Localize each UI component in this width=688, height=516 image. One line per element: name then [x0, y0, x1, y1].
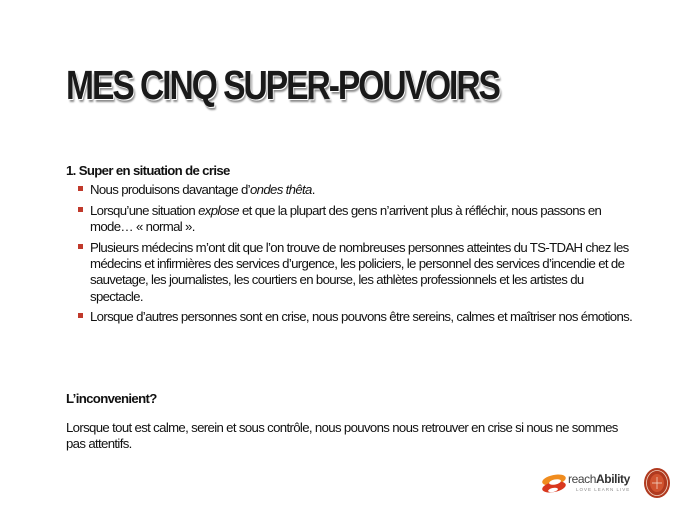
list-item [78, 182, 636, 198]
bullet-text-emphasis: explose [198, 202, 239, 218]
bullet-list [66, 182, 636, 325]
logo-word-reach: reach [568, 472, 597, 486]
bullet-text-post: . [311, 182, 315, 198]
bullet-square-icon [78, 313, 83, 318]
bullet-text-post: et que la plupart des gens n’arrivent plus à réfléchir, nous passons en mode… « normal ». [90, 202, 602, 235]
red-seal-icon [642, 466, 672, 500]
reachability-logo [540, 470, 640, 500]
list-item [78, 203, 636, 236]
section-heading-inconvenient: L’inconvenient? [66, 391, 157, 406]
bullet-text-pre: Nous produisons davantage d’ [90, 182, 250, 198]
bullet-square-icon [78, 186, 83, 191]
list-item [78, 240, 636, 306]
logo-word-ability: Ability [596, 472, 630, 486]
bullet-square-icon [78, 244, 83, 249]
bullet-square-icon [78, 207, 83, 212]
bullet-text-pre: Lorsqu’une situation [90, 202, 199, 218]
list-item [78, 309, 636, 325]
bullet-text: Plusieurs médecins m’ont dit que l’on trouve de nombreuses personnes atteintes du TS-TDAH chez les médecins et infirmières des services d’urgence, les policiers, le personnel des services d’incendie et de sauvetage, les journalistes, les courtiers en bourse, les athlètes professionnels et les artistes du spectacle. [90, 239, 629, 304]
section-heading: 1. Super en situation de crise [66, 163, 230, 178]
logo-wordmark [568, 472, 630, 486]
section-paragraph: Lorsque tout est calme, serein et sous contrôle, nous pouvons nous retrouver en crise si nous ne sommes pas attentifs. [66, 420, 618, 452]
reachability-logo-icon [540, 470, 568, 498]
section-crisis [66, 163, 636, 330]
slide-title: MES CINQ SUPER-POUVOIRS [66, 62, 499, 108]
bullet-text-emphasis: ondes thêta [249, 182, 312, 198]
logo-tagline: LOVE LEARN LIVE [576, 487, 631, 492]
bullet-text: Lorsque d’autres personnes sont en crise, nous pouvons être sereins, calmes et maîtriser nos émotions. [90, 309, 633, 325]
